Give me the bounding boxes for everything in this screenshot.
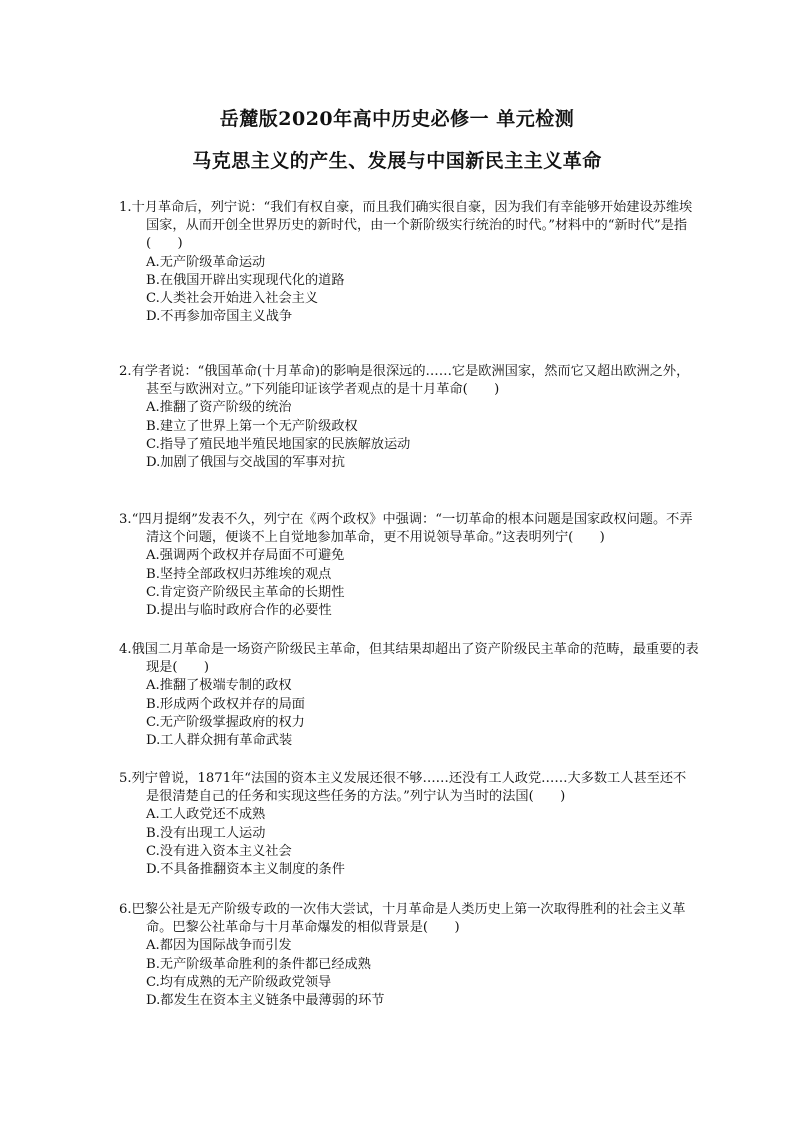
options-list [119,399,699,472]
option-b: B.形成两个政权并存的局面 [146,696,305,712]
options-list [119,677,699,750]
question-stem [119,199,699,254]
question-text: 列宁曾说，1871年“法国的资本主义发展还很不够……还没有工人政党……大多数工人甚至还不是很清楚自己的任务和实现这些任务的方法。”列宁认为当时的法国( ) [131,771,687,805]
option-b: B.建立了世界上第一个无产阶级政权 [146,418,358,434]
option-c: C.人类社会开始进入社会主义 [146,291,319,307]
question-number: 2. [119,364,132,379]
question-1 [119,199,699,326]
option-c: C.无产阶级掌握政府的权力 [146,714,305,730]
options-list [119,937,699,1010]
question-stem [119,901,699,937]
option-a: A.无产阶级革命运动 [146,254,266,270]
option-d: D.提出与临时政府合作的必要性 [146,603,332,619]
question-text: “四月提纲”发表不久，列宁在《两个政权》中强调：“一切革命的根本问题是国家政权问题。不弄清这个问题，便谈不上自觉地参加革命，更不用说领导革命。”这表明列宁( ) [131,512,693,546]
question-text: 巴黎公社是无产阶级专政的一次伟大尝试，十月革命是人类历史上第一次取得胜利的社会主义革命。巴黎公社革命与十月革命爆发的相似背景是( ) [131,902,686,936]
question-2 [119,363,699,472]
options-list [119,254,699,327]
option-c: C.指导了殖民地半殖民地国家的民族解放运动 [146,436,411,452]
options-list [119,806,699,879]
option-a: A.推翻了资产阶级的统治 [146,400,292,416]
question-stem [119,363,699,399]
option-b: B.无产阶级革命胜利的条件都已经成熟 [146,956,371,972]
question-6 [119,901,699,1010]
option-d: D.工人群众拥有革命武装 [146,733,293,749]
question-text: 十月革命后，列宁说：“我们有权自豪，而且我们确实很自豪，因为我们有幸能够开始建设苏维埃国家，从而开创全世界历史的新时代，由一个新阶级实行统治的时代。”材料中的“新时代”是指( ) [131,200,693,252]
question-stem [119,641,699,677]
question-text: 有学者说：“俄国革命(十月革命)的影响是很深远的……它是欧洲国家，然而它又超出欧洲之外，甚至与欧洲对立。”下列能印证该学者观点的是十月革命( ) [131,364,690,398]
option-c: C.没有进入资本主义社会 [146,843,292,859]
option-a: A.工人政党还不成熟 [146,807,266,823]
option-b: B.坚持全部政权归苏维埃的观点 [146,566,332,582]
question-3 [119,511,699,620]
option-a: A.推翻了极端专制的政权 [146,678,292,694]
question-number: 3. [119,512,132,527]
option-c: C.肯定资产阶级民主革命的长期性 [146,584,345,600]
option-c: C.均有成熟的无产阶级政党领导 [146,974,332,990]
option-b: B.没有出现工人运动 [146,825,266,841]
question-4 [119,641,699,750]
document-subtitle: 马克思主义的产生、发展与中国新民主主义革命 [192,150,602,172]
option-d: D.不再参加帝国主义战争 [146,309,293,325]
options-list [119,547,699,620]
question-5 [119,770,699,879]
option-d: D.加剧了俄国与交战国的军事对抗 [146,455,345,471]
question-number: 5. [119,771,132,786]
option-a: A.都因为国际战争而引发 [146,938,292,954]
question-stem [119,511,699,547]
option-a: A.强调两个政权并存局面不可避免 [146,548,345,564]
question-text: 俄国二月革命是一场资产阶级民主革命，但其结果却超出了资产阶级民主革命的范畴，最重要的表现是( ) [131,642,699,676]
question-number: 1. [119,200,132,215]
document-title: 岳麓版2020年高中历史必修一 单元检测 [219,108,575,130]
question-number: 4. [119,642,132,657]
question-stem [119,770,699,806]
option-d: D.都发生在资本主义链条中最薄弱的环节 [146,993,385,1009]
option-d: D.不具备推翻资本主义制度的条件 [146,862,345,878]
question-number: 6. [119,902,132,917]
option-b: B.在俄国开辟出实现现代化的道路 [146,272,345,288]
